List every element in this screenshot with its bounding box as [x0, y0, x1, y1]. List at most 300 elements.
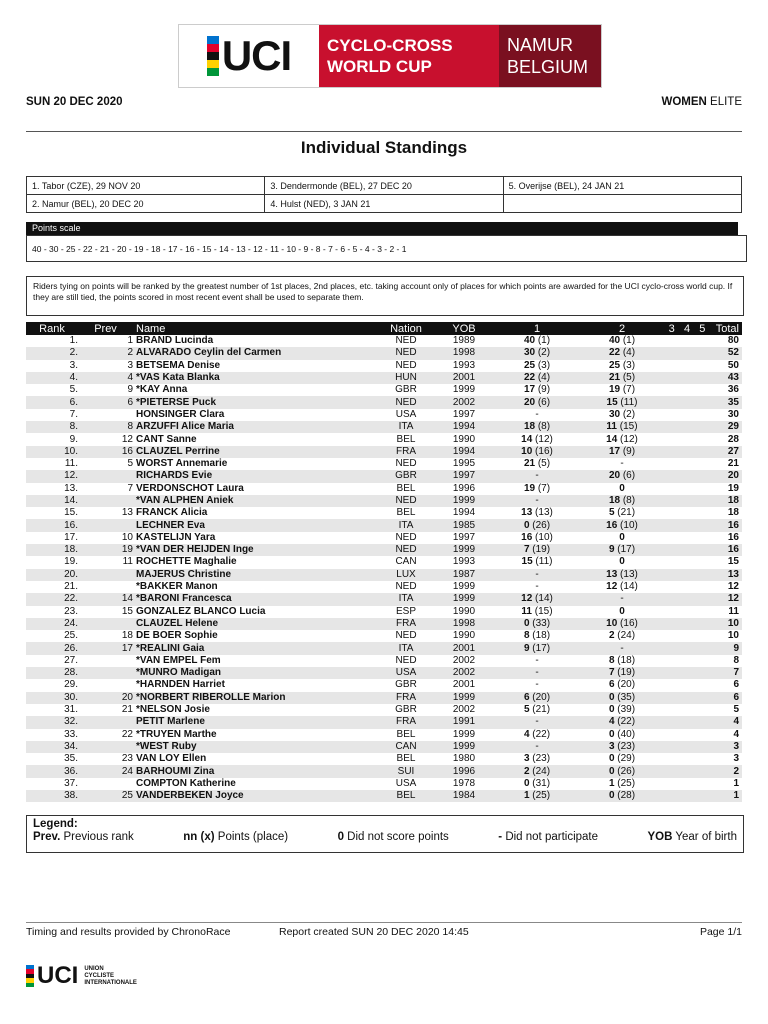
prev-rank-cell: 15: [121, 605, 133, 617]
location-line1: NAMUR: [507, 35, 573, 55]
prev-rank-cell: 11: [122, 556, 133, 568]
race1-cell: [492, 778, 582, 790]
race2-cell: [582, 396, 662, 408]
race2-place: (5): [620, 372, 636, 384]
race1-points: -: [535, 716, 539, 728]
col-name: Name: [136, 322, 376, 335]
races345-cell: [662, 360, 712, 372]
rider-name-cell: *REALINI Gaia: [136, 642, 376, 654]
rider-name-cell: *KAY Anna: [136, 384, 188, 396]
standings-row: [26, 655, 742, 667]
race2-points: 22: [608, 347, 621, 359]
races345-cell: [662, 433, 712, 445]
race2-cell: [582, 347, 662, 359]
uci-logo-text: UCI: [221, 32, 292, 79]
race1-place: (8): [535, 421, 551, 433]
total-cell: 10: [727, 630, 739, 642]
rider-name-cell: *VAN EMPEL Fem: [136, 654, 221, 666]
race1-points: 9: [523, 642, 530, 654]
legend-dash-key: -: [498, 831, 503, 843]
race2-place: (29): [614, 753, 636, 765]
race1-cell: [492, 753, 582, 765]
race1-points: -: [535, 654, 539, 666]
standings-row: [26, 372, 742, 384]
race2-points: 3: [608, 740, 615, 752]
yob-cell: 1994: [436, 421, 492, 433]
standings-row: [26, 606, 742, 618]
rider-name-cell: VERDONSCHOT Laura: [136, 482, 244, 494]
race2-cell: [582, 372, 662, 384]
races345-cell: [662, 704, 712, 716]
races345-cell: [662, 692, 712, 704]
yob-cell: 2002: [452, 704, 476, 716]
rider-name-cell: DE BOER Sophie: [136, 630, 218, 642]
prev-rank-cell: 20: [78, 692, 136, 704]
race2-points: 25: [608, 359, 621, 371]
yob-cell: 1999: [452, 728, 476, 740]
race1-points: 30: [523, 347, 536, 359]
yob-cell: 1999: [452, 384, 476, 396]
standings-row: [26, 790, 742, 802]
prev-rank-cell: [78, 655, 136, 667]
race2-cell: [582, 433, 662, 445]
prev-rank-cell: [78, 581, 136, 593]
races345-cell: [662, 470, 712, 482]
race2-place: (16): [617, 617, 638, 629]
race1-points: 22: [523, 372, 536, 384]
yob-cell: 2001: [436, 642, 492, 654]
yob-cell: 1997: [436, 470, 492, 482]
footer-divider: [26, 922, 742, 923]
prev-rank-cell: 10: [121, 531, 133, 543]
race2-place: (18): [614, 654, 636, 666]
rider-name-cell: BRAND Lucinda: [136, 335, 214, 347]
race1-cell: [492, 716, 582, 728]
nation-cell: NED: [395, 654, 417, 666]
race1-cell: [492, 667, 582, 679]
legend-yob-key: YOB: [647, 831, 673, 843]
race2-cell: [582, 569, 662, 581]
race1-points: 10: [521, 445, 533, 457]
standings-row: [26, 667, 742, 679]
rank-cell: 26.: [26, 642, 78, 654]
race1-place: (10): [532, 531, 553, 543]
race2-cell: [582, 446, 662, 458]
legend-prev-desc: Previous rank: [60, 831, 134, 843]
rider-name-cell: BARHOUMI Zina: [136, 765, 376, 777]
race1-points: 40: [523, 335, 536, 347]
races345-cell: [662, 765, 712, 777]
race1-points: -: [535, 408, 539, 420]
prev-rank-cell: [78, 778, 136, 790]
standings-row: [26, 581, 742, 593]
rank-cell: 20.: [26, 569, 78, 581]
yob-cell: 1996: [436, 765, 492, 777]
rider-name-cell: VANDERBEKEN Joyce: [136, 790, 376, 802]
rider-name-cell: *PIETERSE Puck: [136, 396, 376, 408]
category-rest: ELITE: [706, 96, 742, 108]
race1-place: (9): [535, 384, 551, 396]
race2-points: 11: [606, 421, 617, 433]
race2-place: (8): [620, 495, 636, 506]
nation-cell: ITA: [376, 593, 436, 605]
rank-cell: 34.: [26, 741, 78, 753]
col-races345: [662, 322, 712, 335]
race2-cell: [582, 507, 662, 519]
race1-cell: [492, 704, 582, 716]
race2-place: (40): [614, 728, 636, 740]
standings-row: [26, 569, 742, 581]
races345-cell: [662, 409, 712, 421]
event-cell: 2. Namur (BEL), 20 DEC 20: [27, 195, 265, 213]
race2-points: 9: [608, 544, 615, 556]
race1-points: 25: [523, 359, 536, 371]
yob-cell: 1989: [452, 335, 476, 347]
rank-cell: 15.: [64, 507, 78, 519]
yob-cell: 1980: [452, 753, 476, 765]
standings-row: [26, 335, 742, 347]
total-cell: 3: [733, 753, 739, 765]
race2-points: 0: [619, 556, 625, 568]
legend-points-key: nn (x): [183, 831, 215, 843]
race1-cell: [492, 347, 582, 359]
standings-row: [26, 765, 742, 777]
prev-rank-cell: [78, 519, 136, 531]
total-cell: 3: [712, 741, 742, 753]
races345-cell: [662, 519, 712, 531]
race2-cell: [582, 384, 662, 396]
rider-name-cell: ARZUFFI Alice Maria: [136, 421, 376, 433]
race1-cell: [492, 569, 582, 581]
nation-cell: SUI: [376, 765, 436, 777]
standings-row: [26, 642, 742, 654]
rider-name-cell: *WEST Ruby: [136, 741, 376, 753]
races345-cell: [662, 532, 712, 544]
yob-cell: 1993: [452, 556, 476, 568]
races345-cell: [662, 655, 712, 667]
race1-place: (17): [529, 642, 551, 654]
race1-cell: [492, 532, 582, 544]
race1-points: 17: [523, 384, 536, 396]
nation-cell: CAN: [395, 556, 417, 568]
race1-place: (4): [535, 372, 551, 384]
race1-cell: [492, 729, 582, 741]
race1-cell: [492, 483, 582, 495]
prev-rank-cell: 17: [78, 642, 136, 654]
rank-cell: 25.: [64, 630, 78, 642]
yob-cell: 1999: [436, 495, 492, 507]
race1-cell: [492, 335, 582, 347]
race1-points: 18: [523, 421, 536, 433]
rider-name-cell: ALVARADO Ceylin del Carmen: [136, 347, 376, 359]
race2-cell: [582, 470, 662, 482]
rank-cell: 13.: [64, 482, 78, 494]
races345-cell: [662, 556, 712, 568]
location-block: [499, 25, 601, 87]
races345-cell: [662, 741, 712, 753]
yob-cell: 1996: [452, 482, 476, 494]
race2-cell: [582, 667, 662, 679]
race1-cell: [492, 360, 582, 372]
event-name-block: [319, 25, 499, 87]
yob-cell: 1999: [436, 741, 492, 753]
races345-cell: [662, 446, 712, 458]
races345-cell: [662, 335, 712, 347]
rank-cell: 37.: [64, 777, 78, 789]
legend-row: [33, 831, 737, 843]
race1-place: (21): [529, 704, 551, 716]
standings-row: [26, 692, 742, 704]
prev-rank-cell: [78, 470, 136, 482]
timing-provider: Timing and results provided by ChronoRace: [26, 926, 231, 938]
races345-cell: [662, 483, 712, 495]
race2-cell: [582, 495, 662, 507]
rider-name-cell: CLAUZEL Helene: [136, 618, 376, 630]
race2-cell: [582, 458, 662, 470]
rank-cell: 4.: [26, 372, 78, 384]
yob-cell: 1991: [436, 716, 492, 728]
standings-row: [26, 409, 742, 421]
race2-points: 15: [606, 396, 618, 408]
prev-rank-cell: 25: [78, 790, 136, 802]
race1-points: 16: [521, 531, 533, 543]
rank-cell: 21.: [64, 581, 78, 593]
nation-cell: NED: [395, 359, 417, 371]
rank-cell: 7.: [69, 408, 78, 420]
races345-cell: [662, 421, 712, 433]
yob-cell: 1978: [452, 777, 476, 789]
race1-place: (6): [535, 396, 551, 408]
nation-cell: NED: [395, 531, 417, 543]
standings-row: [26, 729, 742, 741]
race2-place: (12): [617, 433, 638, 445]
race1-cell: [492, 642, 582, 654]
col-race3: 3: [668, 322, 675, 335]
col-total: Total: [712, 322, 742, 335]
rank-cell: 27.: [64, 654, 78, 666]
race1-cell: [492, 409, 582, 421]
race2-cell: [582, 483, 662, 495]
nation-cell: CAN: [376, 741, 436, 753]
yob-cell: 1990: [452, 605, 476, 617]
standings-row: [26, 753, 742, 765]
total-cell: 1: [733, 777, 739, 789]
yob-cell: 1993: [452, 359, 476, 371]
race2-cell: [582, 544, 662, 556]
race2-place: (11): [617, 396, 638, 408]
nation-cell: FRA: [376, 446, 436, 458]
race2-place: (2): [620, 408, 636, 420]
total-cell: 80: [727, 335, 739, 347]
events-row: [27, 195, 742, 213]
races345-cell: [662, 507, 712, 519]
nation-cell: GBR: [395, 384, 417, 396]
yob-cell: 2002: [436, 396, 492, 408]
standings-row: [26, 716, 742, 728]
event-line1: CYCLO-CROSS: [327, 36, 453, 55]
race1-place: (13): [532, 507, 553, 519]
race1-place: (19): [529, 544, 551, 556]
nation-cell: FRA: [376, 692, 436, 704]
rider-name-cell: GONZALEZ BLANCO Lucia: [136, 605, 266, 617]
total-cell: 16: [712, 544, 742, 556]
prev-rank-cell: 22: [121, 728, 133, 740]
rank-cell: 19.: [64, 556, 78, 568]
legend-dash: [498, 831, 598, 843]
race1-cell: [492, 790, 582, 802]
rainbow-stripes-icon: [207, 36, 219, 76]
race2-place: (19): [614, 667, 636, 679]
race2-place: (39): [614, 704, 636, 716]
yob-cell: 1997: [452, 531, 476, 543]
prev-rank-cell: [78, 679, 136, 691]
total-cell: 35: [712, 396, 742, 408]
yob-cell: 2002: [436, 667, 492, 679]
standings-row: [26, 483, 742, 495]
standings-header: [26, 322, 742, 335]
total-cell: 6: [712, 692, 742, 704]
race2-place: (9): [620, 445, 636, 457]
races345-cell: [662, 642, 712, 654]
nation-cell: BEL: [396, 482, 416, 494]
nation-cell: ITA: [376, 519, 436, 531]
race2-place: (25): [614, 777, 636, 789]
rider-name-cell: *BARONI Francesca: [136, 593, 376, 605]
race1-place: (23): [529, 753, 551, 765]
yob-cell: 2001: [452, 679, 476, 691]
legend-points: [183, 831, 288, 843]
race2-points: 0: [619, 531, 625, 543]
race2-place: (17): [614, 544, 636, 556]
total-cell: 16: [727, 531, 739, 543]
location-line2: BELGIUM: [507, 57, 589, 77]
rider-name-cell: PETIT Marlene: [136, 716, 376, 728]
prev-rank-cell: [78, 569, 136, 581]
race1-place: (16): [532, 445, 553, 457]
uci-sub-line1: UNION: [84, 965, 104, 972]
legend: [26, 815, 744, 853]
total-cell: 10: [712, 618, 742, 630]
page-number: Page 1/1: [699, 926, 742, 938]
race2-cell: [582, 593, 662, 605]
race1-points: -: [535, 667, 539, 679]
nation-cell: NED: [395, 581, 417, 593]
prev-rank-cell: 21: [121, 704, 133, 716]
race1-cell: [492, 679, 582, 691]
race1-cell: [492, 396, 582, 408]
nation-cell: USA: [376, 667, 436, 679]
race1-cell: [492, 433, 582, 445]
yob-cell: 1995: [452, 458, 476, 470]
race2-points: -: [620, 458, 624, 470]
race2-place: (10): [617, 519, 638, 531]
races345-cell: [662, 618, 712, 630]
race2-cell: [582, 778, 662, 790]
race1-points: -: [535, 470, 539, 482]
rider-name-cell: FRANCK Alicia: [136, 507, 208, 519]
rank-cell: 24.: [26, 618, 78, 630]
race2-place: (7): [620, 384, 636, 396]
total-cell: 21: [727, 458, 739, 470]
total-cell: 1: [712, 790, 742, 802]
nation-cell: GBR: [395, 679, 417, 691]
standings-row: [26, 458, 742, 470]
race1-cell: [492, 421, 582, 433]
nation-cell: HUN: [376, 372, 436, 384]
race2-place: (3): [620, 359, 636, 371]
race1-points: -: [535, 740, 539, 752]
col-race2: 2: [582, 322, 662, 335]
col-race1: 1: [492, 322, 582, 335]
rider-name-cell: *MUNRO Madigan: [136, 667, 376, 679]
uci-sub-line2: CYCLISTE: [84, 972, 115, 979]
prev-rank-cell: 8: [78, 421, 136, 433]
standings-body: [26, 335, 742, 802]
event-cell: 5. Overijse (BEL), 24 JAN 21: [503, 177, 741, 195]
rank-cell: 1.: [69, 335, 78, 347]
standings-row: [26, 544, 742, 556]
race1-cell: [492, 630, 582, 642]
nation-cell: BEL: [396, 728, 416, 740]
race2-cell: [582, 556, 662, 568]
prev-rank-cell: 7: [127, 482, 133, 494]
total-cell: 20: [712, 470, 742, 482]
race1-points: -: [535, 495, 539, 506]
race1-points: 1: [523, 790, 530, 802]
rider-name-cell: ROCHETTE Maghalie: [136, 556, 237, 568]
total-cell: 36: [727, 384, 739, 396]
total-cell: 4: [733, 728, 739, 740]
rider-name-cell: VAN LOY Ellen: [136, 753, 207, 765]
race-category: [661, 96, 742, 108]
race1-cell: [492, 470, 582, 482]
race2-place: (13): [617, 568, 638, 580]
yob-cell: 1984: [436, 790, 492, 802]
race1-cell: [492, 741, 582, 753]
race1-cell: [492, 606, 582, 618]
races345-cell: [662, 667, 712, 679]
prev-rank-cell: [78, 667, 136, 679]
rank-cell: 18.: [26, 544, 78, 556]
rider-name-cell: *NORBERT RIBEROLLE Marion: [136, 692, 376, 704]
race1-place: (1): [535, 335, 551, 347]
rank-cell: 12.: [26, 470, 78, 482]
rider-name-cell: *HARNDEN Harriet: [136, 679, 225, 691]
race2-points: 13: [606, 568, 618, 580]
race2-cell: [582, 741, 662, 753]
race2-points: 30: [608, 408, 621, 420]
total-cell: 27: [712, 446, 742, 458]
race2-points: -: [620, 642, 624, 654]
legend-dash-desc: Did not participate: [502, 831, 599, 843]
race1-points: 6: [523, 691, 530, 703]
race2-cell: [582, 630, 662, 642]
prev-rank-cell: 5: [127, 458, 133, 470]
rank-cell: 3.: [69, 359, 78, 371]
total-cell: 9: [712, 642, 742, 654]
rank-cell: 32.: [26, 716, 78, 728]
standings-row: [26, 630, 742, 642]
rank-cell: 5.: [69, 384, 78, 396]
nation-cell: ITA: [376, 421, 436, 433]
total-cell: 18: [712, 495, 742, 507]
yob-cell: 1987: [436, 569, 492, 581]
race2-points: 16: [606, 519, 618, 531]
nation-cell: USA: [395, 777, 417, 789]
race2-points: 18: [608, 495, 621, 506]
yob-cell: 1994: [452, 507, 476, 519]
event-cell: [503, 195, 741, 213]
